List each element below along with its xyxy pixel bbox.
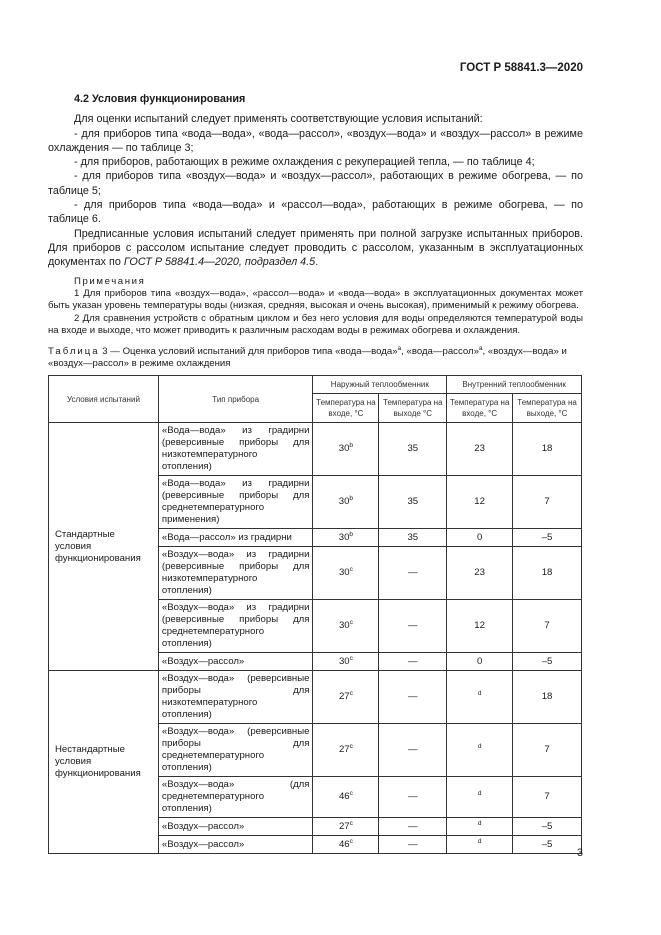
inner-outlet-cell: 18 bbox=[513, 547, 582, 600]
standard-reference: ГОСТ Р 58841.4—2020, подраздел 4.5 bbox=[123, 256, 316, 269]
inner-inlet-cell: 0 bbox=[447, 529, 513, 547]
list-item: - для приборов типа «воздух—вода» и «воздух—рассол», работающих в режиме обогрева, — по таблице 5; bbox=[48, 170, 583, 197]
inner-outlet-cell: 7 bbox=[513, 777, 582, 818]
page-content bbox=[48, 92, 583, 854]
header-inner: Внутренний теплообменник bbox=[447, 376, 582, 394]
list-item: - для приборов типа «вода—вода», «вода—рассол», «воздух—вода» и «воздух—рассол» в режиме охлаждения — по таблице 3; bbox=[48, 127, 583, 154]
inner-outlet-cell: –5 bbox=[513, 818, 582, 836]
inner-inlet-cell bbox=[447, 836, 513, 854]
outer-inlet-cell: 27$^c$ bbox=[313, 671, 379, 724]
device-type-cell: «Воздух—рассол» bbox=[158, 818, 313, 836]
footnote-marker: b bbox=[349, 442, 354, 450]
header-inner-in: Температура на входе, °С bbox=[447, 394, 513, 423]
device-type-cell: «Воздух—вода» (реверсивные приборы для среднетемпературного отопления) bbox=[158, 724, 313, 777]
device-type-cell: «Воздух—вода» (для среднетемпературного отопления) bbox=[158, 777, 313, 818]
header-inner-out: Температура на выходе, °С bbox=[513, 394, 582, 423]
device-type-cell: «Воздух—вода» из градирни (реверсивные приборы для низкотемпературного отопления) bbox=[158, 547, 313, 600]
note-item: 2 Для сравнения устройств с обратным циклом и без него условия для воды определяются температурой воды на входе и выходе, что может приводить к различным расходам воды в режимах обогрева и охлаждения. bbox=[48, 312, 583, 337]
footnote-marker: b bbox=[349, 495, 354, 503]
header-type: Тип прибора bbox=[158, 376, 313, 423]
outer-inlet-cell: 30$^c$ bbox=[313, 653, 379, 671]
outer-inlet-cell: 27$^c$ bbox=[313, 724, 379, 777]
outer-inlet-cell: 30$^c$ bbox=[313, 547, 379, 600]
device-type-cell: «Вода—вода» из градирни (реверсивные приборы для среднетемпературного применения) bbox=[158, 476, 313, 529]
footnote-marker: c bbox=[349, 819, 353, 827]
inner-inlet-cell: 0 bbox=[447, 653, 513, 671]
outer-outlet-cell: — bbox=[379, 671, 447, 724]
device-type-cell: «Воздух—вода» из градирни (реверсивные приборы для среднетемпературного отопления) bbox=[158, 600, 313, 653]
outer-outlet-cell: 35 bbox=[379, 423, 447, 476]
inner-outlet-cell: –5 bbox=[513, 836, 582, 854]
inner-outlet-cell: –5 bbox=[513, 653, 582, 671]
outer-inlet-cell: 30$^b$ bbox=[313, 529, 379, 547]
notes-block bbox=[48, 276, 583, 338]
inner-outlet-cell: 7 bbox=[513, 724, 582, 777]
table-caption: Таблица 3 — Оценка условий испытаний для приборов типа «вода—вода»$^a$, «вода—рассол»$^a$, «воздух—вода» и «воздух—рассол» в режиме охлаждения bbox=[48, 344, 567, 369]
device-type-cell: «Воздух—рассол» bbox=[158, 653, 313, 671]
footnote-marker: b bbox=[349, 530, 354, 538]
outer-outlet-cell: — bbox=[379, 836, 447, 854]
footnote-marker: c bbox=[349, 790, 353, 798]
footnote-marker: c bbox=[349, 566, 353, 574]
section-intro: Для оценки испытаний следует применять соответствующие условия испытаний: bbox=[74, 113, 483, 126]
outer-outlet-cell: 35 bbox=[379, 529, 447, 547]
footnote-marker: c bbox=[349, 837, 353, 845]
inner-inlet-cell bbox=[447, 818, 513, 836]
list-item: - для приборов, работающих в режиме охлаждения с рекуперацией тепла, — по таблице 4; bbox=[74, 156, 535, 169]
device-type-cell: «Вода—вода» из градирни (реверсивные приборы для низкотемпературного отопления) bbox=[158, 423, 313, 476]
outer-outlet-cell: — bbox=[379, 818, 447, 836]
device-type-cell: «Вода—рассол» из градирни bbox=[158, 529, 313, 547]
notes-title: Примечания bbox=[74, 275, 146, 287]
footnote-marker: c bbox=[349, 654, 353, 662]
inner-inlet-cell bbox=[447, 724, 513, 777]
inner-outlet-cell: 18 bbox=[513, 671, 582, 724]
note-item: 1 Для приборов типа «воздух—вода», «рассол—вода» и «вода—вода» в эксплуатационных документах может быть указан уровень температуры воды (низкая, средняя, высокая и очень высокая), применимый к режиму обогрева. bbox=[48, 287, 583, 312]
outer-outlet-cell: — bbox=[379, 600, 447, 653]
inner-outlet-cell: 18 bbox=[513, 423, 582, 476]
outer-inlet-cell: 27$^c$ bbox=[313, 818, 379, 836]
footnote-marker: d bbox=[477, 743, 482, 751]
inner-outlet-cell: 7 bbox=[513, 476, 582, 529]
list-item: - для приборов типа «вода—вода» и «рассол—вода», работающих в режиме обогрева, — по таблице 6. bbox=[48, 199, 583, 226]
header-outer: Наружный теплообменник bbox=[313, 376, 447, 394]
inner-inlet-cell bbox=[447, 671, 513, 724]
footnote-marker: c bbox=[349, 743, 353, 751]
inner-outlet-cell: 7 bbox=[513, 600, 582, 653]
condition-cell: Нестандартные условия функционирования bbox=[49, 671, 159, 854]
inner-inlet-cell: 23 bbox=[447, 423, 513, 476]
section-title: 4.2 Условия функционирования bbox=[74, 93, 246, 105]
footnote-marker: d bbox=[477, 819, 482, 827]
inner-inlet-cell: 23 bbox=[447, 547, 513, 600]
inner-inlet-cell: 12 bbox=[447, 600, 513, 653]
page-number: 3 bbox=[576, 847, 583, 859]
outer-outlet-cell: — bbox=[379, 777, 447, 818]
table-row bbox=[49, 671, 582, 724]
footnote-marker: c bbox=[349, 690, 353, 698]
footnote-marker: d bbox=[477, 790, 482, 798]
outer-inlet-cell: 30$^b$ bbox=[313, 423, 379, 476]
footnote-marker: d bbox=[477, 690, 482, 698]
outer-inlet-cell: 30$^c$ bbox=[313, 600, 379, 653]
condition-cell: Стандартные условия функционирования bbox=[49, 423, 159, 671]
header-outer-out: Температура на выходе °С bbox=[379, 394, 447, 423]
outer-outlet-cell: — bbox=[379, 547, 447, 600]
footnote-marker: d bbox=[477, 837, 482, 845]
outer-inlet-cell: 30$^b$ bbox=[313, 476, 379, 529]
table-body bbox=[49, 423, 582, 854]
document-header: ГОСТ Р 58841.3—2020 bbox=[459, 62, 583, 74]
outer-outlet-cell: — bbox=[379, 653, 447, 671]
outer-outlet-cell: — bbox=[379, 724, 447, 777]
outer-inlet-cell: 46$^c$ bbox=[313, 777, 379, 818]
outer-outlet-cell: 35 bbox=[379, 476, 447, 529]
conditions-table bbox=[48, 375, 582, 854]
header-outer-in: Температура на входе, °С bbox=[313, 394, 379, 423]
outer-inlet-cell: 46$^c$ bbox=[313, 836, 379, 854]
inner-outlet-cell: –5 bbox=[513, 529, 582, 547]
inner-inlet-cell: 12 bbox=[447, 476, 513, 529]
footnote-marker: c bbox=[349, 619, 353, 627]
device-type-cell: «Воздух—рассол» bbox=[158, 836, 313, 854]
table-row bbox=[49, 423, 582, 476]
section-paragraph: Предписанные условия испытаний следует применять при полной загрузке испытанных приборов. Для приборов с рассолом испытание следует проводить с рассолом, указанным в эксплуатационных документах по ГОСТ Р 58841.4—2020, подраздел 4.5. bbox=[48, 227, 583, 269]
device-type-cell: «Воздух—вода» (реверсивные приборы для низкотемпературного отопления) bbox=[158, 671, 313, 724]
header-conditions: Условия испытаний bbox=[49, 376, 159, 423]
inner-inlet-cell bbox=[447, 777, 513, 818]
